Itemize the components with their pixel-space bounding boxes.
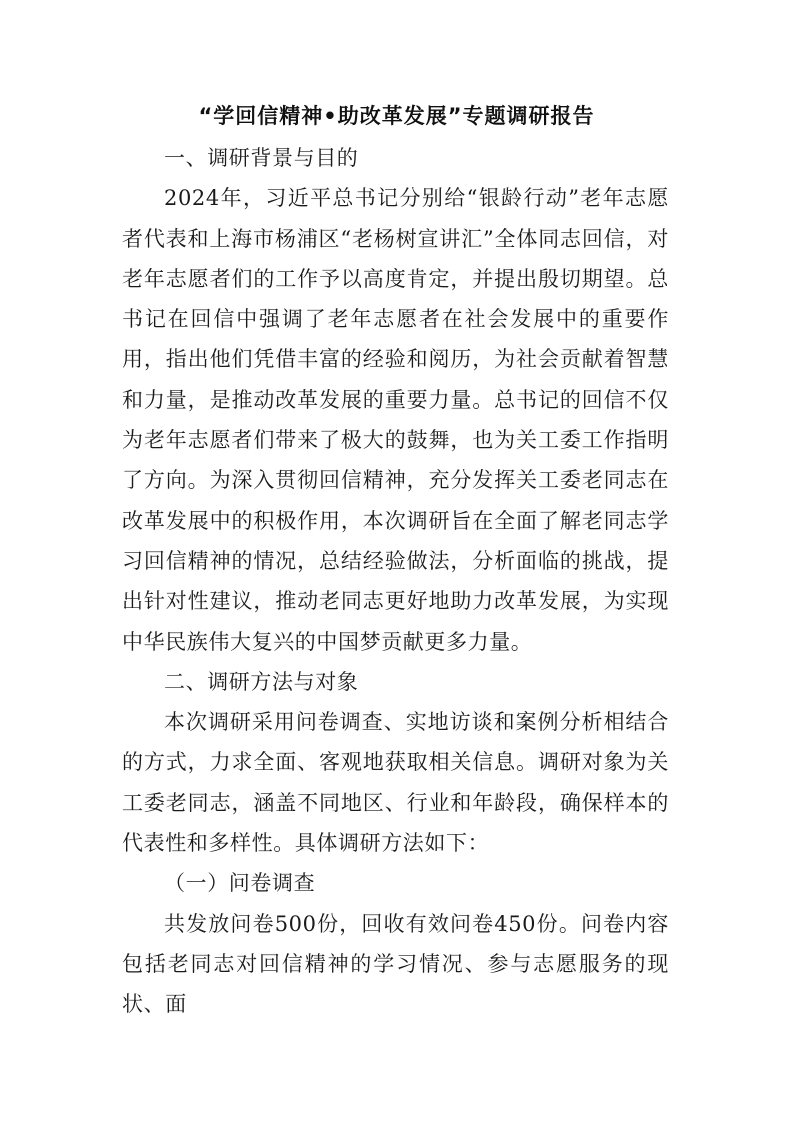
subsection-heading-questionnaire: （一）问卷调查: [164, 871, 316, 896]
section-heading-background: 一、调研背景与目的: [164, 146, 359, 170]
document-title: “学回信精神•助改革发展”专题调研报告: [198, 104, 595, 128]
paragraph-questionnaire: 共发放问卷500份，回收有效问卷450份。问卷内容包括老同志对回信精神的学习情况、参与志愿服务的现状、面: [122, 911, 669, 1017]
paragraph-method: 本次调研采用问卷调查、实地访谈和案例分析相结合的方式，力求全面、客观地获取相关信息。调研对象为关工委老同志，涵盖不同地区、行业和年龄段，确保样本的代表性和多样性。具体调研方法如下：: [122, 710, 669, 856]
section-heading-method: 二、调研方法与对象: [164, 669, 359, 694]
document-body: [122, 138, 669, 1025]
paragraph-background: 2024年，习近平总书记分别给“银龄行动”老年志愿者代表和上海市杨浦区“老杨树宣讲汇”全体同志回信，对老年志愿者们的工作予以高度肯定，并提出殷切期望。总书记在回信中强调了老年志愿者在社会发展中的重要作用，指出他们凭借丰富的经验和阅历，为社会贡献着智慧和力量，是推动改革发展的重要力量。总书记的回信不仅为老年志愿者们带来了极大的鼓舞，也为关工委工作指明了方向。为深入贯彻回信精神，充分发挥关工委老同志在改革发展中的积极作用，本次调研旨在全面了解老同志学习回信精神的情况，总结经验做法，分析面临的挑战，提出针对性建议，推动老同志更好地助力改革发展，为实现中华民族伟大复兴的中国梦贡献更多力量。: [122, 186, 669, 654]
